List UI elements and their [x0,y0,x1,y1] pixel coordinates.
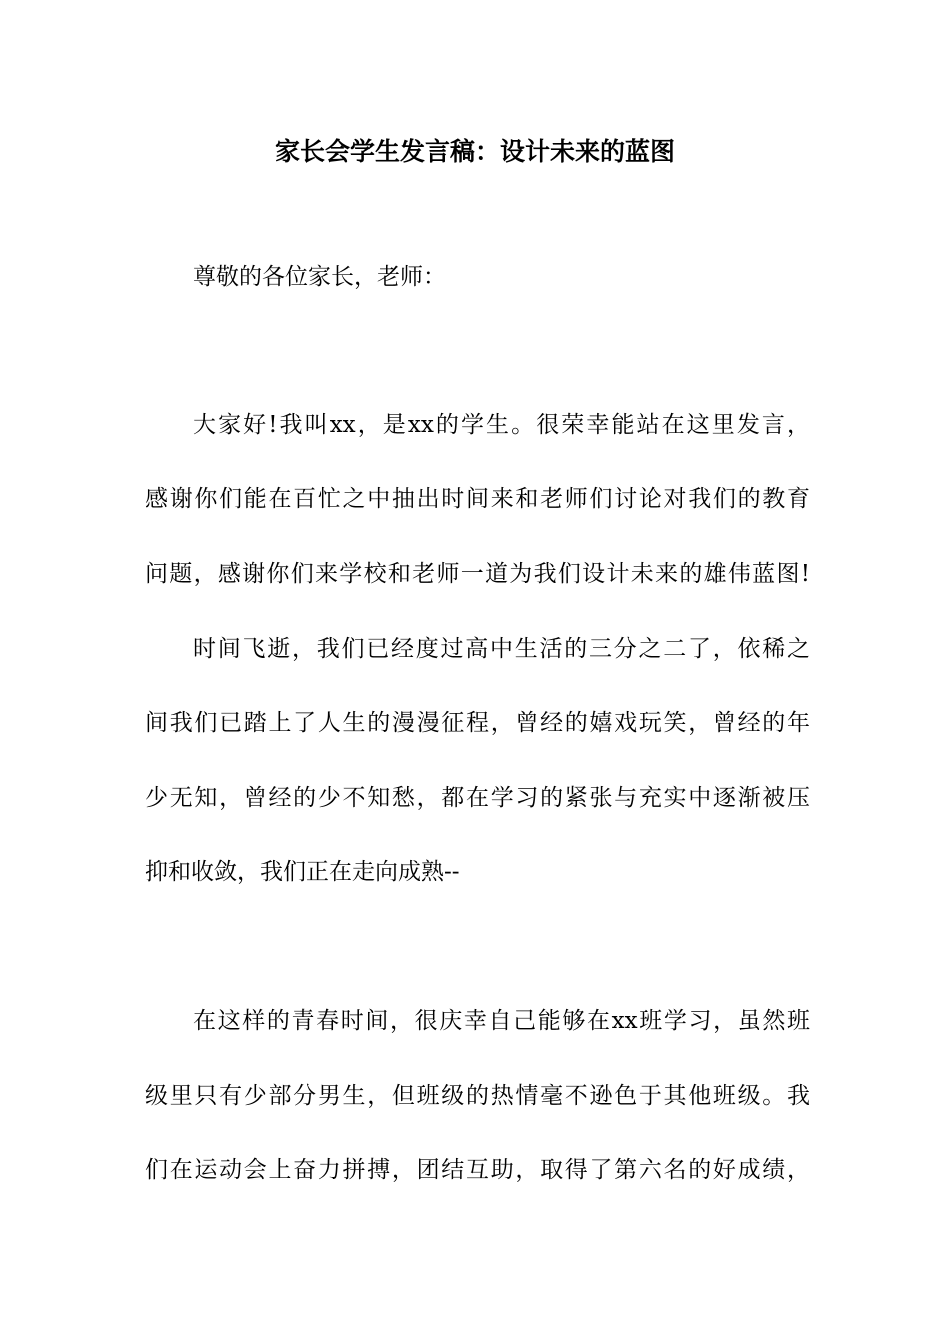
paragraph-line: 级里只有少部分男生，但班级的热情毫不逊色于其他班级。我 [145,1083,810,1109]
salutation: 尊敬的各位家长，老师： [193,264,446,290]
paragraph-line: 感谢你们能在百忙之中抽出时间来和老师们讨论对我们的教育 [145,486,810,512]
paragraph-line: 时间飞逝，我们已经度过高中生活的三分之二了，依稀之 [193,636,810,662]
paragraph-line: 大家好!我叫xx，是xx的学生。很荣幸能站在这里发言， [193,412,810,438]
paragraph-line: 们在运动会上奋力拼搏，团结互助，取得了第六名的好成绩， [145,1157,810,1183]
paragraph-line: 问题，感谢你们来学校和老师一道为我们设计未来的雄伟蓝图! [145,561,810,587]
document-title: 家长会学生发言稿：设计未来的蓝图 [274,137,675,166]
paragraph-line: 抑和收敛，我们正在走向成熟-- [145,859,460,885]
paragraph-line: 少无知，曾经的少不知愁，都在学习的紧张与充实中逐渐被压 [145,785,810,811]
paragraph-line: 在这样的青春时间，很庆幸自己能够在xx班学习，虽然班 [193,1008,810,1034]
paragraph-line: 间我们已踏上了人生的漫漫征程，曾经的嬉戏玩笑，曾经的年 [145,710,810,736]
